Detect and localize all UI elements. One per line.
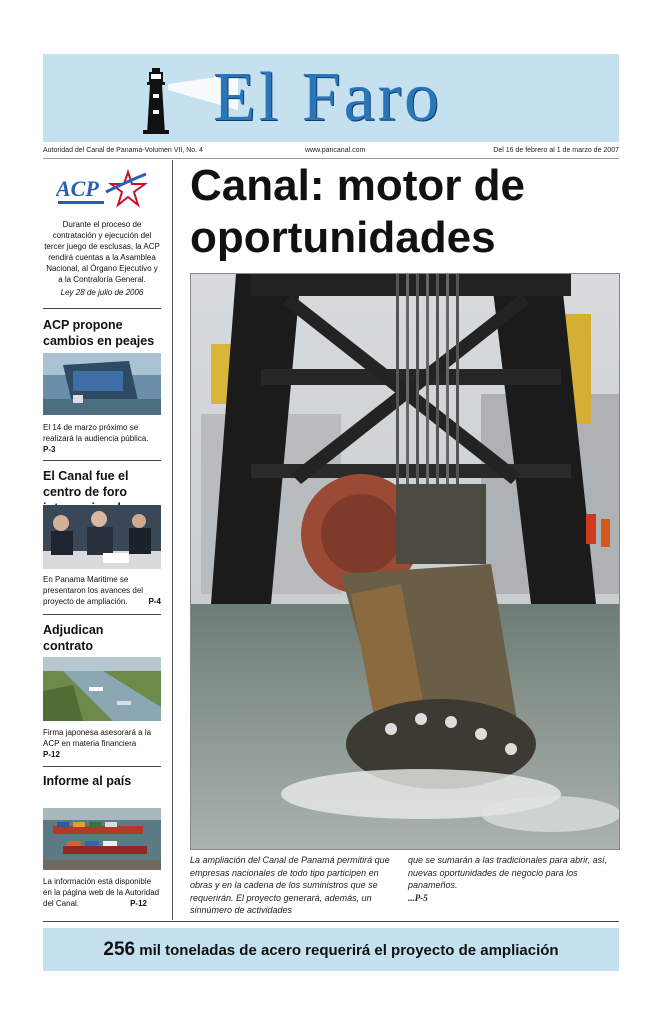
- masthead: [43, 54, 619, 142]
- photo-caption-col2: que se sumarán a las tradicionales para abrir, así, nuevas oportunidades de negocio para los panameños. ...P-5: [408, 854, 618, 904]
- page-reference[interactable]: P-12: [130, 899, 147, 908]
- story-thumbnail-forum[interactable]: [43, 505, 161, 569]
- banner-text: mil toneladas de acero requerirá el proyecto de ampliación: [139, 942, 559, 959]
- masthead-title: El Faro: [213, 59, 443, 136]
- story-text: En Panama Maritime se presentaron los avances del proyecto de ampliación. P-4: [43, 575, 161, 606]
- issue-date: Del 16 de febrero al 1 de marzo de 2007: [493, 147, 619, 154]
- page-reference[interactable]: P-3: [43, 445, 56, 454]
- story-heading[interactable]: Adjudican contrato: [43, 623, 104, 653]
- page-title[interactable]: Canal: motor de oportunidades: [190, 161, 525, 262]
- issue-meta: [43, 146, 619, 159]
- divider: [43, 766, 161, 767]
- law-reference: Ley 28 de julio de 2006: [60, 288, 144, 297]
- lighthouse-icon: [143, 68, 169, 134]
- story-thumbnail-canal[interactable]: [43, 657, 161, 721]
- page-reference[interactable]: P-12: [43, 750, 60, 759]
- footer-divider: [43, 921, 619, 922]
- story-text: Firma japonesa asesorará a la ACP en materia financiera P-12: [43, 727, 161, 760]
- story-heading[interactable]: Informe al país: [43, 774, 132, 788]
- svg-text:ACP: ACP: [56, 176, 99, 201]
- story-thumbnail-toll[interactable]: [43, 353, 161, 415]
- story-thumbnail-port[interactable]: [43, 808, 161, 870]
- story-heading[interactable]: El Canal fue el centro de foro: [43, 469, 129, 499]
- page-reference[interactable]: P-4: [148, 597, 161, 606]
- divider: [43, 614, 161, 615]
- website-link[interactable]: www.pancanal.com: [305, 147, 366, 154]
- photo-caption-col1: La ampliación del Canal de Panamá permitirá que empresas nacionales de todo tipo participen en obras y en la cadena de los suministros que se requerirán. El proyecto generará, además, un sinnúmero de actividades: [190, 855, 390, 915]
- divider: [43, 460, 161, 461]
- banner-number: 256: [103, 939, 136, 960]
- story-text: La información está disponible en la página web de la Autoridad del Canal. P-12: [43, 877, 160, 908]
- sidebar-intro: Durante el proceso de contratación y ejecución del tercer juego de esclusas, la ACP rendirá cuentas a la Asamblea Nacional, al Órgano Ejecutivo y a la Contraloría General.: [44, 220, 160, 284]
- divider: [43, 308, 161, 309]
- volume-info: Autoridad del Canal de Panamá-Volumen VII, No. 4: [43, 147, 203, 154]
- bottom-banner[interactable]: [43, 928, 619, 971]
- lead-photo-dredge[interactable]: [190, 273, 620, 850]
- column-divider: [172, 160, 173, 920]
- caption-page-reference[interactable]: ...P-5: [408, 892, 428, 903]
- story-heading[interactable]: ACP propone cambios en peajes: [43, 318, 155, 348]
- story-text: El 14 de marzo próximo se realizará la audiencia pública. P-3: [43, 422, 161, 455]
- acp-logo: [56, 168, 148, 210]
